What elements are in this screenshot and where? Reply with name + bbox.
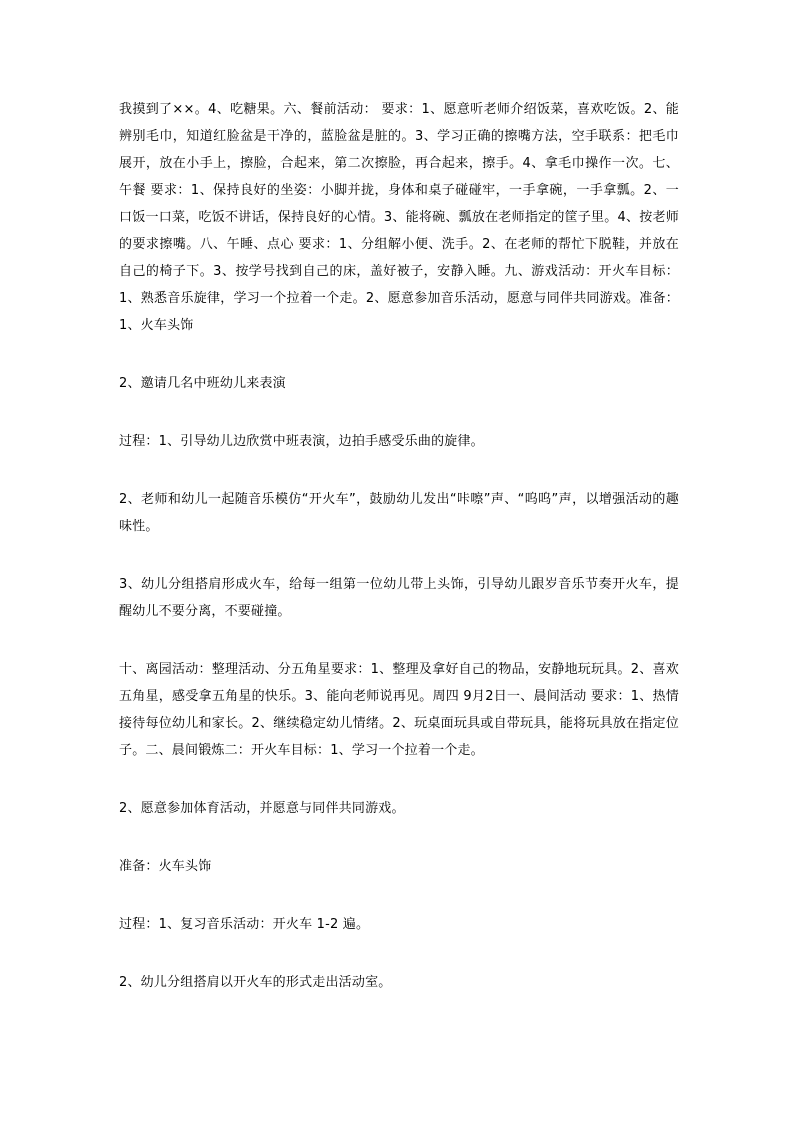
paragraph-departure: 十、离园活动：整理活动、分五角星要求：1、整理及拿好自己的物品，安静地玩玩具。2、喜欢五角星，感受拿五角星的快乐。3、能向老师说再见。周四 9月2日一、晨间活动 要求：1、热情接待每位幼儿和家长。2、继续稳定幼儿情绪。2、玩桌面玩具或自带玩具，能将玩具放在指定位子。二、晨间锻炼二：开火车目标：1、学习一个拉着一个走。 [119,662,679,758]
paragraph-preparation: 准备：火车头饰 [119,859,212,874]
paragraph-activities: 我摸到了××。4、吃糖果。六、餐前活动： 要求：1、愿意听老师介绍饭菜，喜欢吃饭。2、能辨别毛巾，知道红脸盆是干净的，蓝脸盆是脏的。3、学习正确的擦嘴方法，空手联系：把毛巾展开，放在小手上，擦脸，合起来，第二次擦脸，再合起来，擦手。4、拿毛巾操作一次。七、午餐 要求：1、保持良好的坐姿：小脚并拢，身体和桌子碰碰牢，一手拿碗，一手拿瓢。2、一口饭一口菜，吃饭不讲话，保持良好的心情。3、能将碗、瓢放在老师指定的筐子里。4、按老师的要求擦嘴。八、午睡、点心 要求：1、分组解小便、洗手。2、在老师的帮忙下脱鞋，并放在自己的椅子下。3、按学号找到自己的床，盖好被子，安静入睡。九、游戏活动：开火车目标：1、熟悉音乐旋律，学习一个拉着一个走。2、愿意参加音乐活动，愿意与同伴共同游戏。准备：1、火车头饰 [119,102,679,333]
paragraph-goal-2: 2、愿意参加体育活动，并愿意与同伴共同游戏。 [119,801,405,816]
paragraph-process-2: 2、老师和幼儿一起随音乐模仿“开火车”，鼓励幼儿发出“咔嚓”声、“呜呜”声，以增强活动的趣味性。 [119,492,679,534]
paragraph-exit: 2、幼儿分组搭肩以开火车的形式走出活动室。 [119,975,392,990]
paragraph-invite: 2、邀请几名中班幼儿来表演 [119,376,286,391]
paragraph-process-3: 3、幼儿分组搭肩形成火车，给每一组第一位幼儿带上头饰，引导幼儿跟岁音乐节奏开火车，提醒幼儿不要分离，不要碰撞。 [119,577,679,619]
document-body [119,96,679,996]
paragraph-review: 过程：1、复习音乐活动：开火车 1-2 遍。 [119,917,370,932]
paragraph-process-1: 过程：1、引导幼儿边欣赏中班表演，边拍手感受乐曲的旋律。 [119,434,484,449]
